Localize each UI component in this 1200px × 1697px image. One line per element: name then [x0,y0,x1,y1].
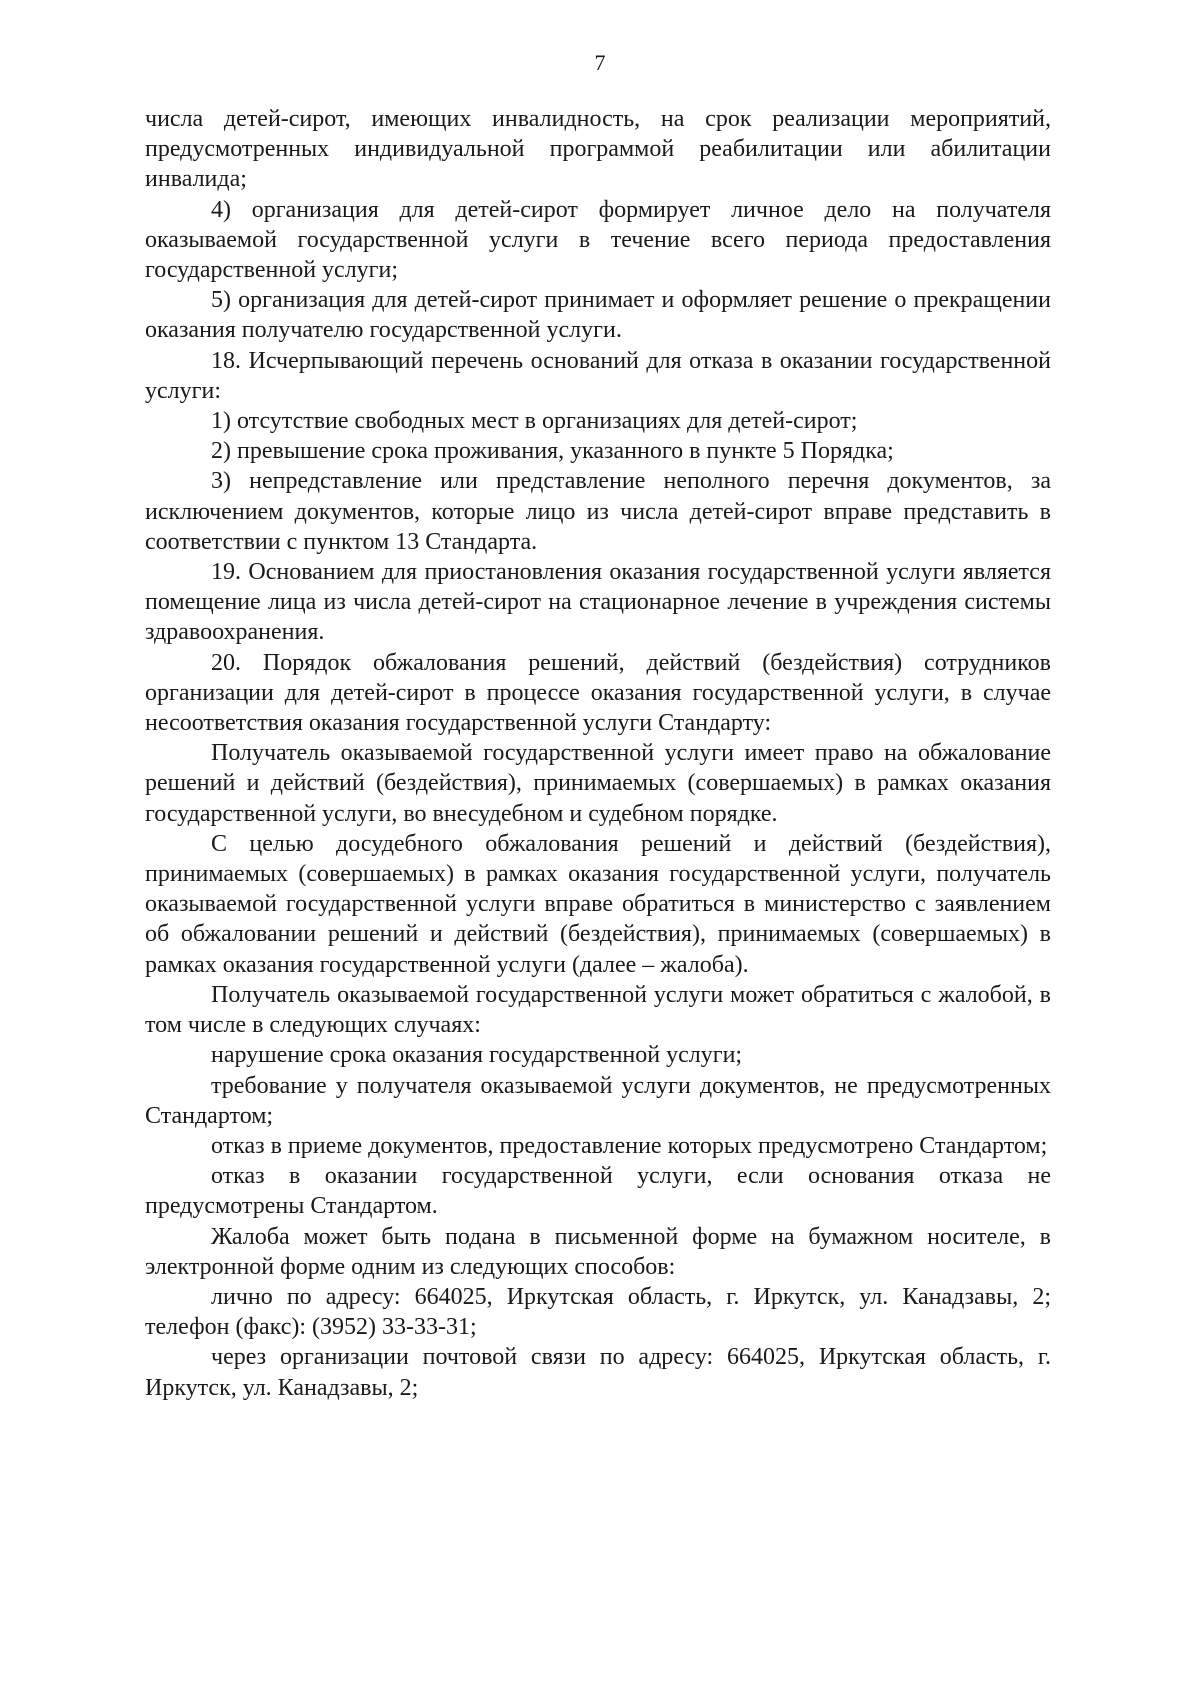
paragraph: числа детей-сирот, имеющих инвалидность, на срок реализации мероприятий, предусмотренных индивидуальной программой реабилитации или абилитации инвалида; [145,106,1051,193]
paragraph: 20. Порядок обжалования решений, действий (бездействия) сотрудников организации для детей-сирот в процессе оказания государственной услуги, в случае несоответствия оказания государственной услуги Стандарту: [145,649,1051,737]
paragraph: 3) непредставление или представление неполного перечня документов, за исключением документов, которые лицо из числа детей-сирот вправе представить в соответствии с пунктом 13 Стандарта. [145,468,1051,555]
paragraph: нарушение срока оказания государственной услуги; [211,1042,743,1069]
paragraph: 1) отсутствие свободных мест в организациях для детей-сирот; [211,408,858,435]
paragraph: требование у получателя оказываемой услуги документов, не предусмотренных Стандартом; [145,1072,1051,1129]
paragraph: через организации почтовой связи по адресу: 664025, Иркутская область, г. Иркутск, ул. Канадзавы, 2; [145,1344,1051,1401]
paragraph: 19. Основанием для приостановления оказания государственной услуги является помещение лица из числа детей-сирот на стационарное лечение в учреждения системы здравоохранения. [145,559,1051,646]
document-body [145,104,1051,1403]
paragraph: 4) организация для детей-сирот формирует личное дело на получателя оказываемой государственной услуги в течение всего периода предоставления государственной услуги; [145,196,1051,284]
paragraph: 2) превышение срока проживания, указанного в пункте 5 Порядка; [211,438,894,465]
page-number: 7 [594,50,606,75]
paragraph: С целью досудебного обжалования решений и действий (бездействия), принимаемых (совершаемых) в рамках оказания государственной услуги, получатель оказываемой государственной услуги вправе обратиться в министерство с заявлением об обжаловании решений и действий (бездействия), принимаемых (совершаемых) в рамках оказания государственной услуги (далее – жалоба). [145,830,1051,978]
paragraph: 5) организация для детей-сирот принимает и оформляет решение о прекращении оказания получателю государственной услуги. [145,287,1051,344]
paragraph: Жалоба может быть подана в письменной форме на бумажном носителе, в электронной форме одним из следующих способов: [145,1223,1051,1280]
paragraph: отказ в оказании государственной услуги, если основания отказа не предусмотрены Стандартом. [145,1163,1051,1220]
paragraph: Получатель оказываемой государственной услуги может обратиться с жалобой, в том числе в следующих случаях: [145,981,1051,1039]
paragraph: Получатель оказываемой государственной услуги имеет право на обжалование решений и действий (бездействия), принимаемых (совершаемых) в рамках оказания государственной услуги, во внесудебном и судебном порядке. [145,740,1051,827]
paragraph: 18. Исчерпывающий перечень оснований для отказа в оказании государственной услуги: [145,347,1051,404]
paragraph: лично по адресу: 664025, Иркутская область, г. Иркутск, ул. Канадзавы, 2; телефон (факс): (3952) 33-33-31; [145,1283,1051,1341]
paragraph: отказ в приеме документов, предоставление которых предусмотрено Стандартом; [211,1132,1048,1159]
